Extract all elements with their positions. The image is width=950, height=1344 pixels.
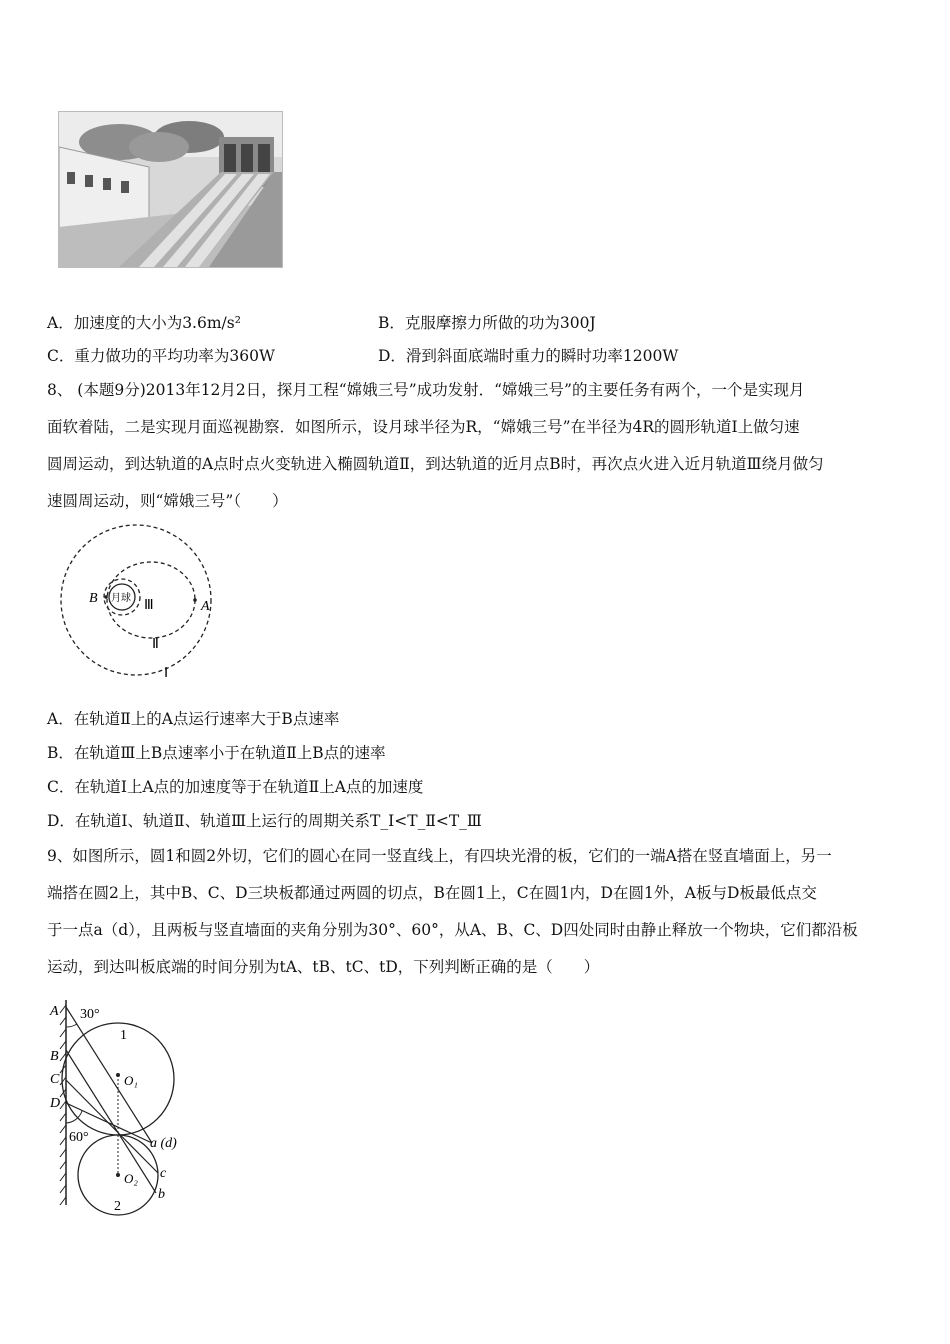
- q8-stem-line-4: 速圆周运动，则“嫦娥三号”（ ）: [47, 492, 288, 510]
- label-1: 1: [120, 1028, 127, 1043]
- q7-option-a: A．加速度的大小为3.6m/s²: [47, 314, 241, 332]
- arc-30: [66, 1024, 77, 1027]
- label-c: C: [50, 1072, 60, 1087]
- circles-plank-diagram: [44, 995, 194, 1217]
- q8-option-b: B．在轨道Ⅲ上B点速率小于在轨道Ⅱ上B点的速率: [47, 744, 386, 762]
- label-i: Ⅰ: [164, 666, 169, 681]
- q7-option-d: D．滑到斜面底端时重力的瞬时功率1200W: [378, 347, 679, 365]
- q8-stem-line-3: 圆周运动，到达轨道的A点时点火变轨进入椭圆轨道Ⅱ，到达轨道的近月点B时，再次点火进入近月轨道Ⅲ绕月做匀: [47, 455, 824, 473]
- center-o1: [116, 1073, 120, 1077]
- plank-b: [66, 1050, 156, 1193]
- q8-option-d: D．在轨道Ⅰ、轨道Ⅱ、轨道Ⅲ上运行的周期关系T_Ⅰ<T_Ⅱ<T_Ⅲ: [47, 812, 482, 830]
- slide-photo-drawing: [59, 112, 282, 267]
- q9-stem-line-4: 运动，到达叫板底端的时间分别为tA、tB、tC、tD，下列判断正确的是（ ）: [47, 958, 600, 976]
- label-a: A: [201, 599, 210, 614]
- orbit-I: [61, 525, 211, 675]
- label-iii: Ⅲ: [144, 598, 154, 613]
- point-a: [193, 598, 197, 602]
- label-d: D: [50, 1096, 61, 1111]
- label-60: 60°: [69, 1130, 89, 1145]
- q9-stem-line-3: 于一点a（d），且两板与竖直墙面的夹角分别为30°、60°，从A、B、C、D四处同时由静止释放一个物块，它们都沿板: [47, 921, 858, 939]
- label-c-lower: c: [160, 1166, 167, 1181]
- q9-stem-line-1: 9、如图所示，圆1和圆2外切，它们的圆心在同一竖直线上，有四块光滑的板，它们的一端A搭在竖直墙面上，另一: [47, 847, 832, 865]
- q9-stem-line-2: 端搭在圆2上，其中B、C、D三块板都通过两圆的切点，B在圆1上，C在圆1内，D在圆1外，A板与D板最低点交: [47, 884, 817, 902]
- point-b: [104, 595, 108, 599]
- orbit-diagram: [40, 520, 230, 685]
- label-a: A: [50, 1004, 59, 1019]
- label-o2: O₂: [124, 1171, 138, 1186]
- plank-c: [66, 1080, 158, 1173]
- label-b: B: [89, 591, 98, 606]
- q7-option-c: C．重力做功的平均功率为360W: [47, 347, 275, 365]
- center-o2: [116, 1173, 120, 1177]
- label-b: B: [50, 1049, 59, 1064]
- label-moon: 月球: [111, 593, 131, 604]
- q8-stem-line-1: 8、 (本题9分)2013年12月2日，探月工程“嫦娥三号”成功发射．“嫦娥三号”的主要任务有两个，一个是实现月: [47, 381, 805, 399]
- q8-option-a: A．在轨道Ⅱ上的A点运行速率大于B点速率: [47, 710, 340, 728]
- q7-option-b: B．克服摩擦力所做的功为300J: [378, 314, 596, 332]
- label-ii: Ⅱ: [152, 637, 159, 652]
- label-2: 2: [114, 1199, 121, 1214]
- label-ad: a (d): [150, 1136, 177, 1151]
- label-o1: O₁: [124, 1073, 138, 1088]
- q8-option-c: C．在轨道Ⅰ上A点的加速度等于在轨道Ⅱ上A点的加速度: [47, 778, 424, 796]
- q8-stem-line-2: 面软着陆，二是实现月面巡视勘察．如图所示，设月球半径为R，“嫦娥三号”在半径为4R的圆形轨道Ⅰ上做匀速: [47, 418, 800, 436]
- slide-photo: [58, 111, 283, 268]
- label-b-lower: b: [158, 1187, 165, 1202]
- label-30: 30°: [80, 1007, 100, 1022]
